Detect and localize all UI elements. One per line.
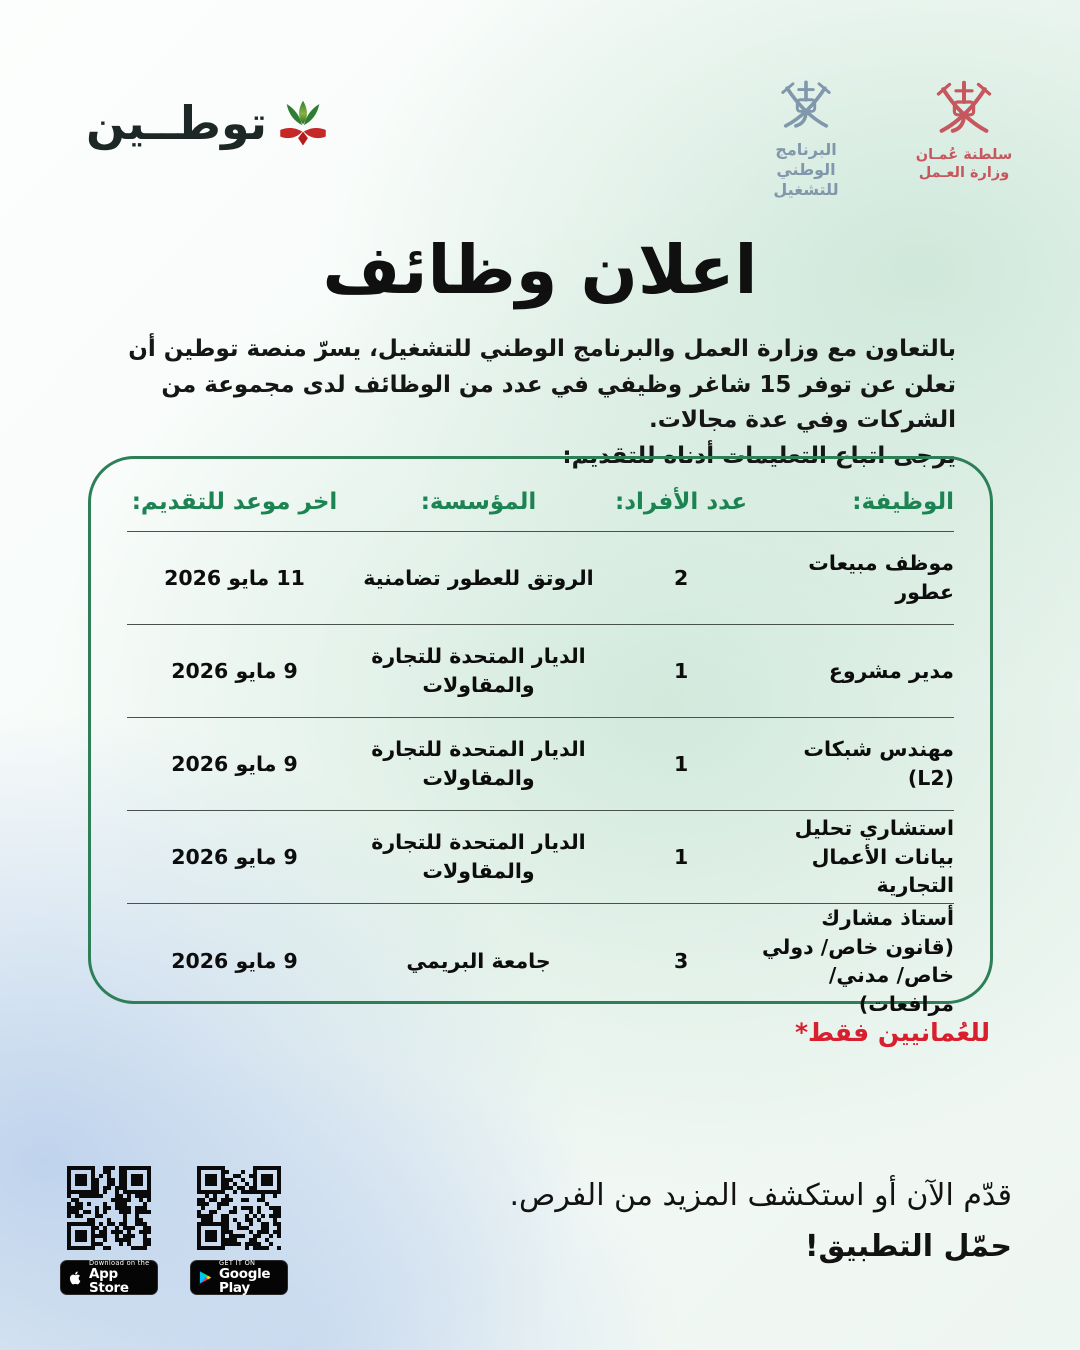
cell-deadline: 9 مايو 2026 (171, 658, 298, 683)
appstore-download-column (60, 1166, 158, 1295)
cell-organization: الديار المتحدة للتجارة والمقاولات (371, 830, 586, 883)
header-job: الوظيفة: (852, 489, 954, 515)
cell-count: 1 (673, 844, 689, 869)
cell-job: مهندس شبكات (L2) (803, 737, 954, 790)
googleplay-badge-small-text: GET IT ON (219, 1258, 256, 1267)
tawteen-logo-text: توطــين (86, 96, 268, 150)
cell-organization: الروتق للعطور تضامنية (363, 565, 594, 590)
cell-deadline: 9 مايو 2026 (171, 751, 298, 776)
cell-deadline: 11 مايو 2026 (164, 565, 305, 590)
googleplay-badge-big-text: Google Play (219, 1265, 271, 1296)
googleplay-badge-text (219, 1260, 280, 1295)
cta-block (510, 1178, 1012, 1264)
cell-organization: الديار المتحدة للتجارة والمقاولات (371, 644, 586, 697)
download-section (60, 1166, 288, 1295)
table-row (127, 625, 954, 717)
googleplay-download-column (190, 1166, 288, 1295)
apple-icon (68, 1269, 83, 1287)
cell-count: 2 (673, 565, 689, 590)
table-header-row (127, 459, 954, 531)
header-organization: المؤسسة: (420, 489, 537, 515)
cell-count: 3 (673, 949, 689, 974)
cell-job: أستاذ مشارك (قانون خاص/ دولي خاص/ مدني/ مرافعات) (761, 906, 954, 1017)
oman-emblem-icon (777, 78, 835, 136)
intro-line2: يرجى اتباع التعليمات أدناه للتقديم: (562, 442, 956, 469)
national-employment-program-logo (746, 78, 866, 200)
program-name-line1: البرنامج الوطني (775, 140, 837, 179)
table-row (127, 532, 954, 624)
jobs-table (88, 456, 993, 1017)
intro-line1: بالتعاون مع وزارة العمل والبرنامج الوطني للتشغيل، يسرّ منصة توطين أن تعلن عن توفر 15 شاغر وظيفي في عدد من الوظائف لدى مجموعة من الشركات وفي عدة مجالات. (128, 336, 956, 434)
partner-logos (746, 78, 1028, 200)
ministry-name-line1: سلطنة عُمـان (915, 147, 1013, 163)
tawteen-flower-icon (277, 99, 329, 148)
table-row (127, 904, 954, 1017)
cell-organization: الديار المتحدة للتجارة والمقاولات (371, 737, 586, 790)
cell-job: مدير مشروع (828, 658, 954, 683)
cell-job: استشاري تحليل بيانات الأعمال التجارية (794, 815, 954, 898)
intro-text (128, 332, 956, 475)
qr-code-googleplay (197, 1166, 281, 1250)
ministry-name-line2: وزارة العـمل (918, 165, 1010, 182)
table-row (127, 811, 954, 903)
page-title: اعلان وظائف (322, 230, 758, 309)
cta-line2: حمّل التطبيق! (804, 1229, 1012, 1264)
omanis-only-note: للعُمانيين فقط* (794, 1018, 990, 1047)
header-count: عدد الأفراد: (615, 489, 748, 515)
tawteen-brand (86, 96, 329, 150)
cell-organization: جامعة البريمي (406, 949, 551, 974)
google-play-icon (198, 1269, 213, 1286)
cell-deadline: 9 مايو 2026 (171, 949, 298, 974)
cta-line1: قدّم الآن أو استكشف المزيد من الفرص. (509, 1178, 1012, 1213)
cell-deadline: 9 مايو 2026 (171, 844, 298, 869)
appstore-badge-big-text: App Store (89, 1265, 129, 1296)
appstore-badge-button[interactable] (60, 1260, 158, 1295)
cell-job: موظف مبيعات عطور (808, 551, 954, 604)
table-row (127, 718, 954, 810)
cell-count: 1 (673, 658, 689, 683)
program-name-line2: للتشغيل (773, 180, 839, 199)
ministry-of-labour-logo (900, 78, 1028, 182)
header-deadline: اخر موعد للتقديم: (131, 489, 338, 515)
appstore-badge-text (89, 1260, 150, 1295)
appstore-badge-small-text: Download on the (89, 1258, 150, 1267)
oman-emblem-icon (932, 78, 996, 142)
googleplay-badge-button[interactable] (190, 1260, 288, 1295)
cell-count: 1 (673, 751, 689, 776)
qr-code-appstore (67, 1166, 151, 1250)
